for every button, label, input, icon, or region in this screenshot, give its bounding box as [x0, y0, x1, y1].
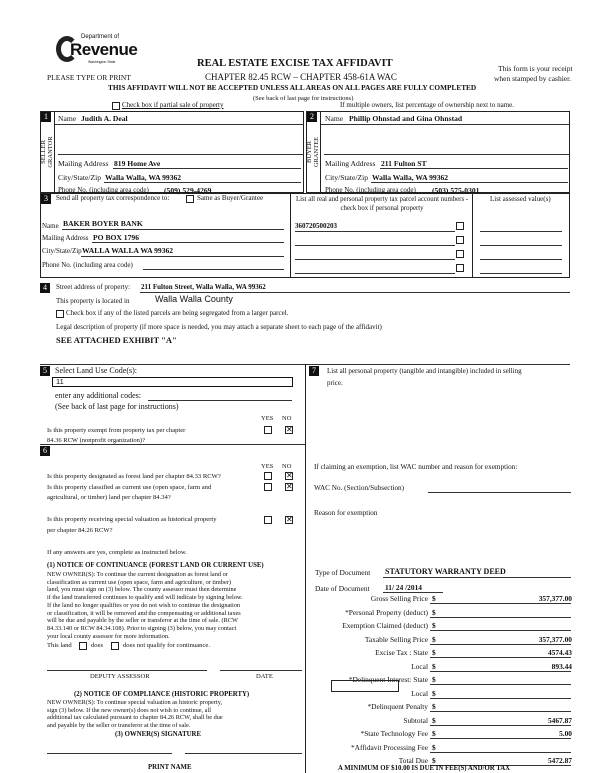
- amount-label: Gross Selling Price: [370, 594, 428, 603]
- seller-name-value[interactable]: Judith A. Deal: [81, 114, 128, 123]
- logo-line1: Department of: [81, 34, 120, 40]
- amount-line: [430, 644, 571, 645]
- assessed-header: List assessed value(s): [490, 195, 551, 203]
- land-use-code-input[interactable]: [52, 377, 293, 387]
- notice-continuance-line: land, you must sign on (3) below. The county assessor must then determine: [47, 586, 237, 594]
- doc-date-value[interactable]: 11/ 24 /2014: [385, 583, 422, 592]
- no-header-6: NO: [282, 463, 292, 470]
- current-use-no-checkbox[interactable]: ✕: [286, 482, 293, 491]
- seller-mail-value[interactable]: 819 Home Ave: [114, 159, 161, 168]
- notice-compliance-line: NEW OWNER(S): To continue special valuation as historic property,: [47, 699, 223, 706]
- amount-line: [430, 698, 571, 699]
- land-use-code-value: 11: [56, 377, 64, 386]
- county-label: This property is located in: [56, 297, 130, 305]
- deputy-assessor-label: DEPUTY ASSESSOR: [90, 673, 150, 680]
- amount-label: *Delinquent Interest: State: [348, 675, 428, 684]
- section-number-5: 5: [40, 366, 50, 376]
- seller-city-label: City/State/Zip: [58, 173, 102, 182]
- correspondence-label: Send all property tax correspondence to:: [56, 194, 170, 202]
- currency-symbol: $: [432, 675, 436, 684]
- amount-line: [430, 711, 571, 712]
- multiple-owners-note: If multiple owners, list percentage of ownership next to name.: [340, 101, 514, 109]
- amount-label: Local: [411, 661, 428, 671]
- assessed-value-4[interactable]: [480, 273, 562, 274]
- legal-label: Legal description of property (if more space is needed, you may attach a separate sheet to each page of the affidavit): [56, 323, 382, 331]
- buyer-name-value[interactable]: Phillip Ohnstad and Gina Ohnstad: [349, 114, 463, 123]
- corr-name-value[interactable]: BAKER BOYER BANK: [63, 219, 143, 228]
- notice-compliance-line: sign (3) below. If the new owner(s) does not wish to continue, all: [47, 706, 211, 714]
- currency-symbol: $: [432, 729, 436, 738]
- county-value[interactable]: Walla Walla County: [155, 294, 233, 304]
- seller-phone-value[interactable]: (509) 529-4269: [164, 186, 212, 195]
- currency-symbol: $: [432, 756, 436, 765]
- amount-line: [430, 684, 571, 685]
- wac-label: WAC No. (Section/Subsection): [314, 484, 405, 492]
- notice-compliance-line: additional tax calculated pursuant to chapter 84.26 RCW, shall be due: [47, 714, 223, 722]
- same-as-buyer-label: Same as Buyer/Grantee: [197, 194, 264, 202]
- if-yes-note: If any answers are yes, complete as instructed below.: [47, 549, 187, 556]
- deputy-signature-line[interactable]: [47, 670, 207, 671]
- currency-symbol: $: [432, 688, 436, 698]
- additional-codes-field[interactable]: [148, 400, 292, 401]
- notice-continuance-line: your local county assessor for more information.: [47, 632, 170, 640]
- amount-label: Exemption Claimed (deduct): [342, 621, 428, 630]
- yes-header: YES: [261, 415, 274, 422]
- personal-property-checkbox-1[interactable]: [456, 222, 464, 230]
- segregated-checkbox[interactable]: [56, 310, 64, 318]
- current-use-yes-checkbox[interactable]: [264, 483, 272, 491]
- currency-symbol: $: [432, 702, 436, 711]
- buyer-mail-value[interactable]: 211 Fulton ST: [381, 159, 427, 168]
- corr-city-value[interactable]: WALLA WALLA WA 99362: [82, 246, 174, 255]
- historic-yes-checkbox[interactable]: [264, 516, 272, 524]
- form-title: REAL ESTATE EXCISE TAX AFFIDAVIT: [197, 58, 393, 69]
- land-use-see-back: (See back of last page for instructions): [55, 402, 179, 411]
- amount-value[interactable]: 357,377.00: [538, 634, 572, 644]
- currency-symbol: $: [432, 715, 436, 725]
- amount-label: Subtotal: [403, 715, 428, 725]
- partial-sale-checkbox[interactable]: [112, 102, 120, 110]
- form-warning: THIS AFFIDAVIT WILL NOT BE ACCEPTED UNLESS ALL AREAS ON ALL PAGES ARE FULLY COMPLETED: [108, 83, 477, 92]
- wac-field[interactable]: [428, 492, 571, 493]
- amount-label: Local: [411, 688, 428, 698]
- local-code-box[interactable]: [331, 680, 399, 692]
- personal-property-label-2: price.: [327, 379, 343, 387]
- doc-type-label: Type of Document: [315, 568, 371, 577]
- logo-state: Washington State: [88, 60, 116, 64]
- historic-question-2: per chapter 84.26 RCW?: [47, 527, 113, 534]
- amount-line: [430, 603, 571, 604]
- assessed-value-3[interactable]: [480, 259, 562, 260]
- assessed-value-2[interactable]: [480, 245, 562, 246]
- currency-symbol: $: [432, 594, 436, 603]
- section-number-1: 1: [41, 112, 51, 122]
- amount-label: Taxable Selling Price: [364, 634, 428, 644]
- corr-city-label: City/State/Zip: [42, 247, 82, 255]
- segregated-label: Check box if any of the listed parcels are being segregated from a larger parcel.: [66, 309, 289, 317]
- notice-continuance-line: or classification, it will be removed and the compensating or additional taxes: [47, 609, 241, 617]
- forest-question: Is this property designated as forest land per chapter 84.33 RCW?: [47, 473, 221, 480]
- assessed-value-1[interactable]: [480, 231, 562, 232]
- owner-signature-line-2[interactable]: [185, 753, 302, 754]
- parcel-header: List all real and personal property tax parcel account numbers - check box if personal property: [295, 196, 469, 212]
- corr-phone-field[interactable]: [143, 269, 284, 270]
- owner-signature-line-1[interactable]: [47, 753, 172, 754]
- personal-property-label: List all personal property (tangible and intangible) included in selling: [327, 367, 522, 375]
- buyer-mail-label: Mailing Address: [325, 159, 376, 168]
- amount-label: *Personal Property (deduct): [345, 607, 428, 617]
- amount-value[interactable]: 5472.87: [547, 756, 572, 765]
- parcel-number-1[interactable]: 360720500203: [295, 222, 337, 230]
- personal-property-checkbox-4[interactable]: [456, 264, 464, 272]
- see-back: (See back of last page for instructions): [253, 95, 354, 102]
- yes-header-6: YES: [261, 463, 274, 470]
- amount-value[interactable]: 4574.43: [547, 648, 572, 657]
- currency-symbol: $: [432, 742, 436, 752]
- section-number-2: 2: [307, 112, 317, 122]
- forest-no-checkbox[interactable]: ✕: [286, 471, 293, 480]
- amount-line: [430, 657, 571, 658]
- section-number-3: 3: [41, 194, 51, 204]
- buyer-name-label: Name: [325, 114, 344, 123]
- doc-date-label: Date of Document: [315, 584, 370, 593]
- forest-yes-checkbox[interactable]: [264, 472, 272, 480]
- notice-continuance-line: If the land no longer qualifies or you do not wish to continue the designation: [47, 601, 241, 609]
- amount-label: *State Technology Fee: [360, 729, 428, 738]
- exemption-label: If claiming an exemption, list WAC number and reason for exemption:: [314, 463, 518, 471]
- street-value[interactable]: 211 Fulton Street, Walla Walla, WA 99362: [141, 283, 266, 291]
- notice-continuance-title: (1) NOTICE OF CONTINUANCE (FOREST LAND OR CURRENT USE): [47, 562, 264, 569]
- receipt-note-1: This form is your receipt: [498, 64, 573, 73]
- buyer-phone-label: Phone No. (including area code): [325, 186, 416, 194]
- notice-continuance-line: will be due and payable by the seller or transferor at the time of sale. (RCW: [47, 617, 238, 625]
- buyer-city-value[interactable]: Walla Walla, WA 99362: [372, 173, 449, 182]
- does-qualify-checkbox[interactable]: [79, 642, 87, 650]
- exempt-yes-checkbox[interactable]: [264, 426, 272, 434]
- additional-codes-label: enter any additional codes:: [55, 391, 141, 400]
- corr-mail-value[interactable]: PO BOX 1796: [93, 233, 139, 242]
- seller-mail-label: Mailing Address: [58, 159, 109, 168]
- corr-phone-label: Phone No. (including area code): [42, 261, 133, 269]
- amount-value[interactable]: 357,377.00: [538, 594, 572, 603]
- amount-label: Total Due: [398, 756, 428, 765]
- date-label: DATE: [256, 673, 273, 680]
- same-as-buyer-checkbox[interactable]: [186, 195, 194, 203]
- minimum-due-note: A MINIMUM OF $10.00 IS DUE IN FEE(S) AND/OR TAX: [338, 765, 511, 772]
- amount-line: [430, 630, 571, 631]
- seller-city-value[interactable]: Walla Walla, WA 99362: [105, 173, 182, 182]
- section-number-7: 7: [309, 366, 319, 376]
- amount-value[interactable]: 5.00: [559, 729, 572, 738]
- currency-symbol: $: [432, 648, 436, 657]
- legal-description[interactable]: SEE ATTACHED EXHIBIT "A": [56, 335, 177, 345]
- no-header: NO: [282, 415, 292, 422]
- buyer-phone-value[interactable]: (503) 575-0301: [432, 186, 480, 195]
- owner-signature-label: (3) OWNER(S) SIGNATURE: [115, 731, 201, 738]
- land-use-label: Select Land Use Code(s):: [55, 366, 137, 375]
- dor-logo: [48, 32, 138, 72]
- current-use-question: Is this property classified as current use (open space, farm and: [47, 484, 212, 491]
- reason-label: Reason for exemption: [314, 509, 378, 517]
- print-name-label: PRINT NAME: [148, 764, 192, 771]
- does-not-label: does not qualify for continuance.: [123, 642, 210, 649]
- seller-phone-label: Phone No. (including area code): [58, 186, 149, 194]
- this-land-label: This land: [47, 642, 72, 649]
- notice-continuance-line: 84.33.140 or RCW 84.34.108). Prior to signing (3) below, you may contact: [47, 624, 237, 632]
- notice-compliance-line: and payable by the seller or transferor at the time of sale.: [47, 722, 191, 730]
- notice-compliance-text: [47, 699, 223, 730]
- buyer-city-label: City/State/Zip: [325, 173, 369, 182]
- amount-line: [430, 671, 571, 672]
- exempt-no-checkbox[interactable]: ✕: [286, 425, 293, 434]
- notice-compliance-title: (2) NOTICE OF COMPLIANCE (HISTORIC PROPERTY): [74, 691, 250, 698]
- current-use-question-2: agricultural, or timber) land per chapter 84.34?: [47, 494, 171, 501]
- seller-name-label: Name: [58, 114, 77, 123]
- street-label: Street address of property:: [56, 283, 131, 291]
- does-not-qualify-checkbox[interactable]: [111, 642, 119, 650]
- amount-line: [430, 725, 571, 726]
- buyer-grantee-label: BUYER GRANTEE: [306, 136, 320, 168]
- amount-label: Excise Tax : State: [375, 648, 428, 657]
- section-number-4: 4: [40, 283, 50, 293]
- exempt-question-2: 84.36 RCW (nonprofit organization)?: [47, 437, 145, 444]
- amount-line: [430, 738, 571, 739]
- personal-property-checkbox-3[interactable]: [456, 250, 464, 258]
- partial-sale-label: Check box if partial sale of property: [122, 101, 224, 109]
- notice-continuance-line: classification as current use (open space, farm and agriculture, or timber): [47, 578, 231, 586]
- personal-property-checkbox-2[interactable]: [456, 236, 464, 244]
- notice-continuance-text: [47, 571, 243, 640]
- currency-symbol: $: [432, 607, 436, 617]
- currency-symbol: $: [432, 621, 436, 630]
- currency-symbol: $: [432, 661, 436, 671]
- amount-value[interactable]: 5467.87: [547, 715, 572, 725]
- historic-question: Is this property receiving special valuation as historical property: [47, 516, 217, 523]
- amount-label: *Affidavit Processing Fee: [350, 742, 428, 752]
- seller-grantor-label: SELLER GRANTOR: [40, 136, 54, 168]
- corr-mail-label: Mailing Address: [42, 234, 89, 242]
- historic-no-checkbox[interactable]: ✕: [286, 515, 293, 524]
- notice-continuance-line: NEW OWNER(S): To continue the current designation as forest land or: [47, 571, 228, 578]
- does-label: does: [91, 642, 104, 649]
- receipt-note-2: when stamped by cashier.: [494, 74, 572, 83]
- amount-label: *Delinquent Penalty: [367, 702, 428, 711]
- type-or-print: PLEASE TYPE OR PRINT: [47, 73, 131, 82]
- deputy-date-line[interactable]: [220, 670, 302, 671]
- amount-value[interactable]: 893.44: [551, 661, 572, 671]
- notice-continuance-line: if the land transferred continues to qualify and will indicate by signing below.: [47, 594, 243, 602]
- doc-type-value[interactable]: STATUTORY WARRANTY DEED: [385, 567, 506, 576]
- currency-symbol: $: [432, 634, 436, 644]
- form-chapter: CHAPTER 82.45 RCW – CHAPTER 458-61A WAC: [205, 72, 397, 82]
- logo-main: Revenue: [70, 40, 138, 59]
- exempt-question: Is this property exempt from property tax per chapter: [47, 427, 186, 434]
- section-number-6: 6: [40, 446, 50, 456]
- corr-name-label: Name: [42, 222, 59, 230]
- amount-line: [430, 617, 571, 618]
- amount-line: [430, 752, 571, 753]
